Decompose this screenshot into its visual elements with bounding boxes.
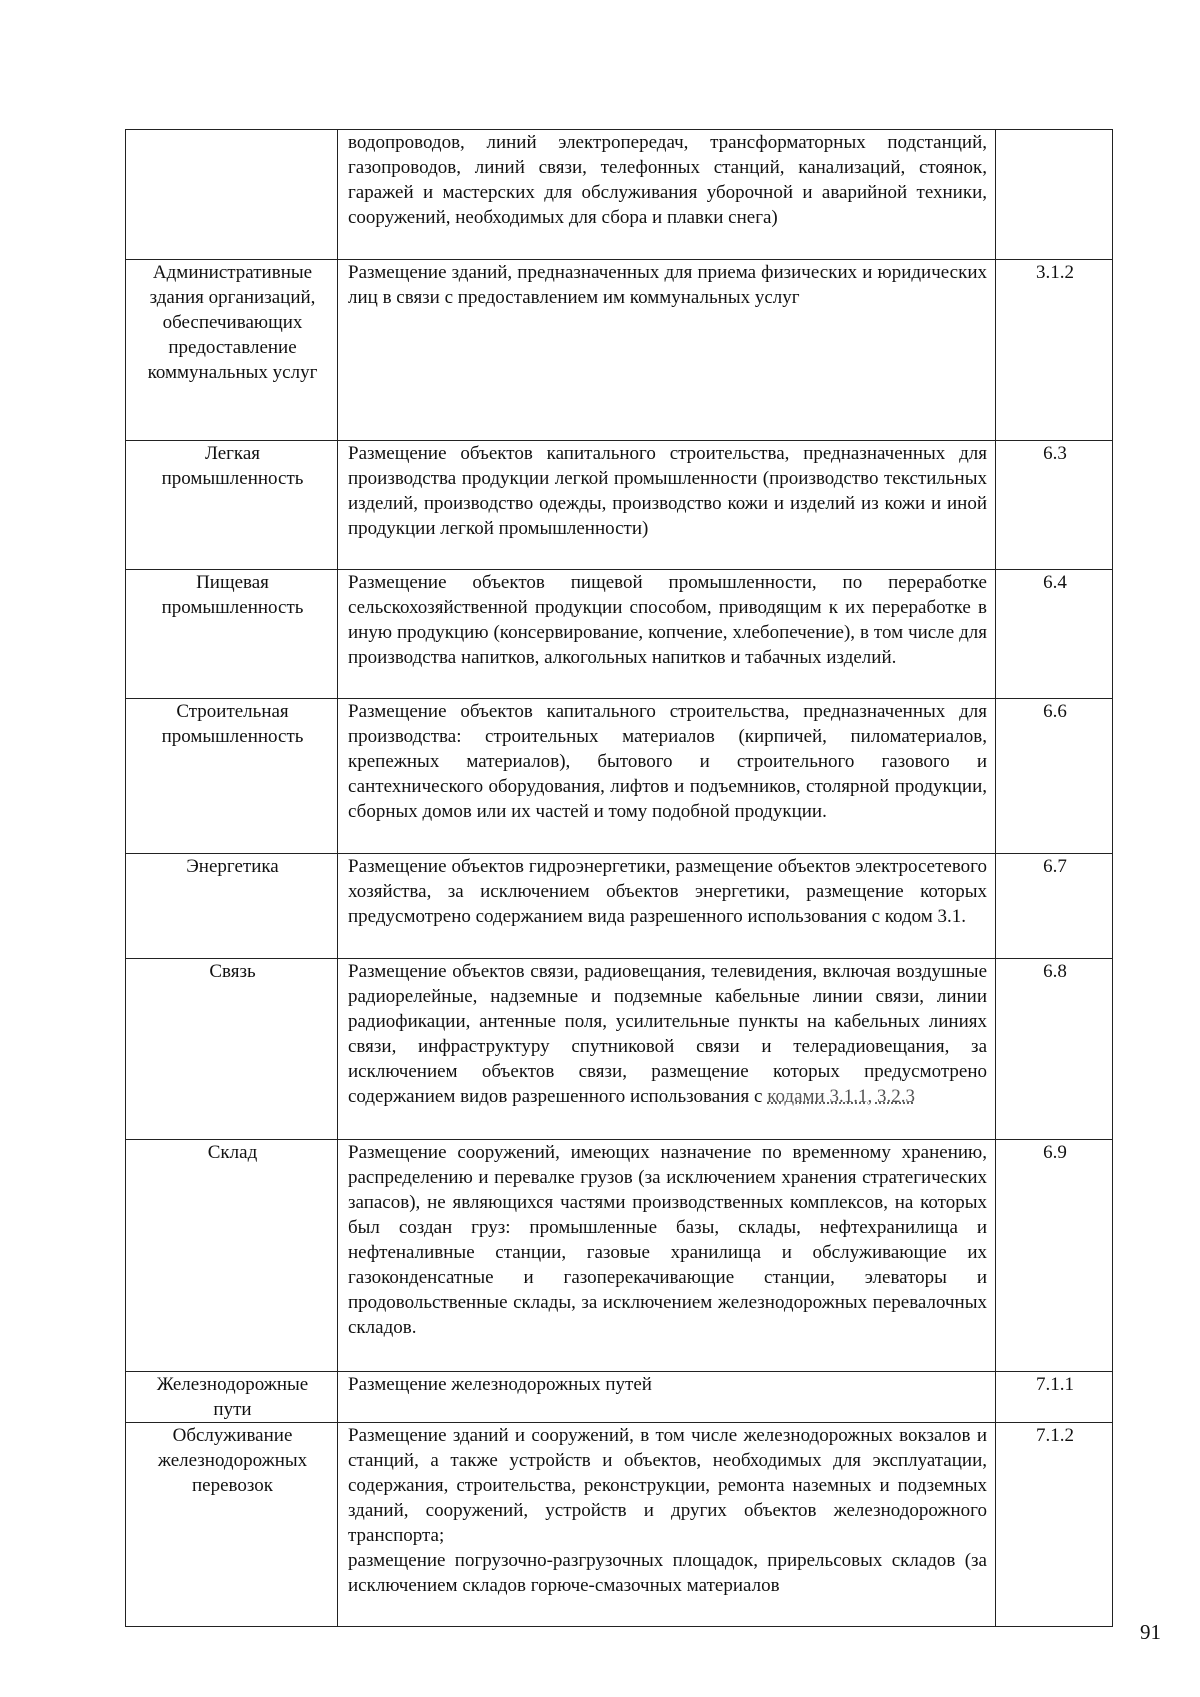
row-description xyxy=(338,1423,996,1627)
land-use-table xyxy=(125,129,1113,1627)
row-name: Административные здания организаций, обеспечивающих предоставление коммунальных услуг xyxy=(126,260,338,441)
row-code: 7.1.1 xyxy=(996,1372,1113,1423)
codes-link[interactable]: кодами 3.1.1, 3.2.3 xyxy=(767,1086,915,1107)
table-row xyxy=(126,130,1113,260)
row-name: Строительная промышленность xyxy=(126,699,338,854)
table-row xyxy=(126,570,1113,699)
table-row xyxy=(126,1140,1113,1372)
row-description: Размещение объектов капитального строительства, предназначенных для производства продукции легкой промышленности (производство текстильных изделий, производство одежды, производство кожи и изделий из кожи и иной продукции легкой промышленности) xyxy=(338,441,996,570)
row-description: Размещение зданий, предназначенных для приема физических и юридических лиц в связи с предоставлением им коммунальных услуг xyxy=(338,260,996,441)
row-code: 6.8 xyxy=(996,959,1113,1140)
row-code: 6.9 xyxy=(996,1140,1113,1372)
row-name xyxy=(126,130,338,260)
row-code: 3.1.2 xyxy=(996,260,1113,441)
table-row xyxy=(126,441,1113,570)
row-description: Размещение железнодорожных путей xyxy=(338,1372,996,1423)
page-number: 91 xyxy=(1140,1620,1161,1644)
table-row xyxy=(126,699,1113,854)
row-name: Связь xyxy=(126,959,338,1140)
row-description xyxy=(338,959,996,1140)
row-description: Размещение сооружений, имеющих назначение по временному хранению, распределению и перевалке грузов (за исключением хранения стратегических запасов), не являющихся частями производственных комплексов, на которых был создан груз: промышленные базы, склады, нефтехранилища и нефтеналивные станции, газовые хранилища и обслуживающие их газоконденсатные и газоперекачивающие станции, элеваторы и продовольственные склады, за исключением железнодорожных перевалочных складов. xyxy=(338,1140,996,1372)
table-row xyxy=(126,854,1113,959)
row-name: Железнодорожные пути xyxy=(126,1372,338,1423)
row-description: водопроводов, линий электропередач, трансформаторных подстанций, газопроводов, линий связи, телефонных станций, канализаций, стоянок, гаражей и мастерских для обслуживания уборочной и аварийной техники, сооружений, необходимых для сбора и плавки снега) xyxy=(338,130,996,260)
row-name: Пищевая промышленность xyxy=(126,570,338,699)
row-code: 6.4 xyxy=(996,570,1113,699)
row-description-paragraph: размещение погрузочно-разгрузочных площадок, прирельсовых складов (за исключением складов горюче-смазочных материалов xyxy=(348,1550,987,1596)
row-description: Размещение объектов капитального строительства, предназначенных для производства: строительных материалов (кирпичей, пиломатериалов, крепежных материалов), бытового и строительного газового и сантехнического оборудования, лифтов и подъемников, столярной продукции, сборных домов или их частей и тому подобной продукции. xyxy=(338,699,996,854)
row-code: 6.6 xyxy=(996,699,1113,854)
table-row xyxy=(126,260,1113,441)
row-code: 6.3 xyxy=(996,441,1113,570)
row-code: 7.1.2 xyxy=(996,1423,1113,1627)
table-row xyxy=(126,1423,1113,1627)
row-name: Энергетика xyxy=(126,854,338,959)
row-description: Размещение объектов гидроэнергетики, размещение объектов электросетевого хозяйства, за исключением объектов энергетики, размещение которых предусмотрено содержанием вида разрешенного использования с кодом 3.1. xyxy=(338,854,996,959)
row-description-text: Размещение объектов связи, радиовещания, телевидения, включая воздушные радиорелейные, надземные и подземные кабельные линии связи, линии радиофикации, антенные поля, усилительные пункты на кабельных линиях связи, инфраструктуру спутниковой связи и телерадиовещания, за исключением объектов связи, размещение которых предусмотрено содержанием видов разрешенного использования с xyxy=(348,961,987,1107)
row-code: 6.7 xyxy=(996,854,1113,959)
table-row xyxy=(126,1372,1113,1423)
row-description-paragraph: Размещение зданий и сооружений, в том числе железнодорожных вокзалов и станций, а также устройств и объектов, необходимых для эксплуатации, содержания, строительства, реконструкции, ремонта наземных и подземных зданий, сооружений, устройств и других объектов железнодорожного транспорта; xyxy=(348,1425,987,1546)
row-name: Склад xyxy=(126,1140,338,1372)
row-code xyxy=(996,130,1113,260)
row-description: Размещение объектов пищевой промышленности, по переработке сельскохозяйственной продукции способом, приводящим к их переработке в иную продукцию (консервирование, копчение, хлебопечение), в том числе для производства напитков, алкогольных напитков и табачных изделий. xyxy=(338,570,996,699)
row-name: Обслуживание железнодорожных перевозок xyxy=(126,1423,338,1627)
table-row xyxy=(126,959,1113,1140)
row-name: Легкая промышленность xyxy=(126,441,338,570)
